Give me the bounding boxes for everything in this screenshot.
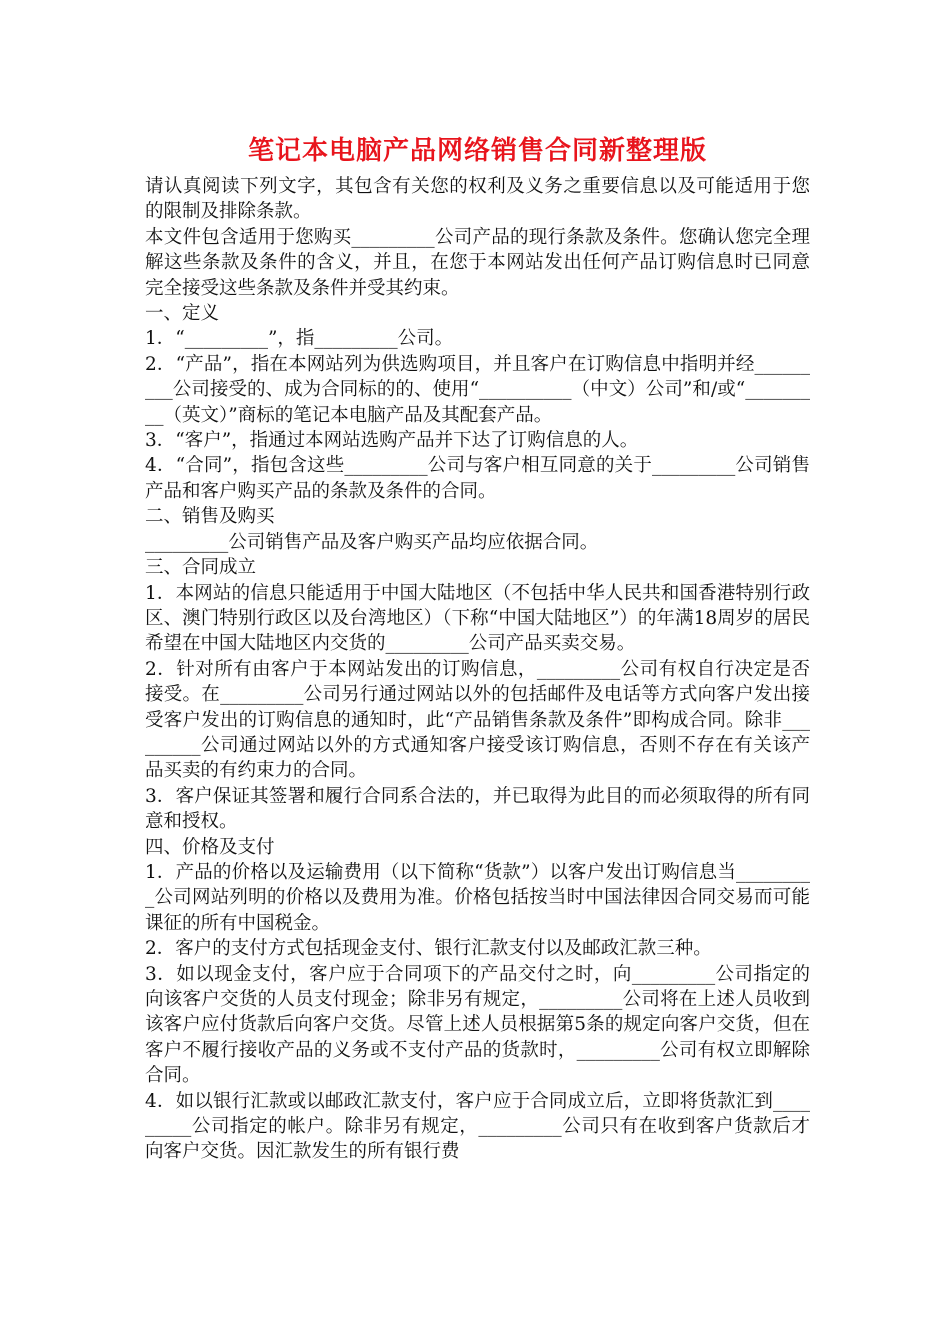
clause-4-3: 3．如以现金支付，客户应于合同项下的产品交付之时，向_________公司指定的向该客户交货的人员支付现金；除非另有规定，_________公司将在上述人员收到该客户应付货款后向客户交货。尽管上述人员根据第5条的规定向客户交货，但在客户不履行接收产品的义务或不支付产品的货款时，_________公司有权立即解除合同。 [145,963,810,1087]
clause-2: _________公司销售产品及客户购买产品均应依据合同。 [145,531,599,553]
paragraph-intro: 请认真阅读下列文字，其包含有关您的权利及义务之重要信息以及可能适用于您的限制及排除条款。 [145,176,810,223]
clause-1-4: 4．“合同”，指包含这些_________公司与客户相互同意的关于_________公司销售产品和客户购买产品的条款及条件的合同。 [145,455,810,502]
section-heading-sale: 二、销售及购买 [145,506,275,528]
document-page [145,128,810,1165]
clause-4-4: 4．如以银行汇款或以邮政汇款支付，客户应于合同成立后，立即将货款汇到_________公司指定的帐户。除非另有规定，_________公司只有在收到客户货款后才向客户交货。因汇款发生的所有银行费 [145,1090,810,1163]
section-heading-definitions: 一、定义 [145,303,220,325]
clause-1-3: 3．“客户”，指通过本网站选购产品并下达了订购信息的人。 [145,430,639,452]
clause-3-3: 3．客户保证其签署和履行合同系合法的，并已取得为此目的而必须取得的所有同意和授权。 [145,785,810,833]
clause-1-2: 2．“产品”，指在本网站列为供选购项目，并且客户在订购信息中指明并经_________公司接受的、成为合同标的的、使用“__________（中文）公司”和/或“_________（英文）”商标的笔记本电脑产品及其配套产品。 [145,353,810,426]
clause-4-1: 1．产品的价格以及运输费用（以下简称“货款”）以客户发出订购信息当_________公司网站列明的价格以及费用为准。价格包括按当时中国法律因合同交易而可能课征的所有中国税金。 [145,861,810,934]
section-heading-formation: 三、合同成立 [145,557,257,579]
clause-1-1: 1．“_________”，指_________公司。 [145,328,454,350]
document-title: 笔记本电脑产品网络销售合同新整理版 [247,136,707,166]
section-heading-price: 四、价格及支付 [145,836,275,858]
paragraph-scope: 本文件包含适用于您购买_________公司产品的现行条款及条件。您确认您完全理解这些条款及条件的含义，并且，在您于本网站发出任何产品订购信息时已同意完全接受这些条款及条件并受其约束。 [145,226,810,299]
document-body [145,174,810,1165]
clause-4-2: 2．客户的支付方式包括现金支付、银行汇款支付以及邮政汇款三种。 [145,938,712,960]
clause-3-1: 1．本网站的信息只能适用于中国大陆地区（不包括中华人民共和国香港特别行政区、澳门特别行政区以及台湾地区）（下称“中国大陆地区”）的年满18周岁的居民希望在中国大陆地区内交货的_________公司产品买卖交易。 [145,582,810,655]
clause-3-2: 2．针对所有由客户于本网站发出的订购信息，_________公司有权自行决定是否接受。在_________公司另行通过网站以外的包括邮件及电话等方式向客户发出接受客户发出的订购信息的通知时，此“产品销售条款及条件”即构成合同。除非_________公司通过网站以外的方式通知客户接受该订购信息，否则不存在有关该产品买卖的有约束力的合同。 [145,658,810,782]
